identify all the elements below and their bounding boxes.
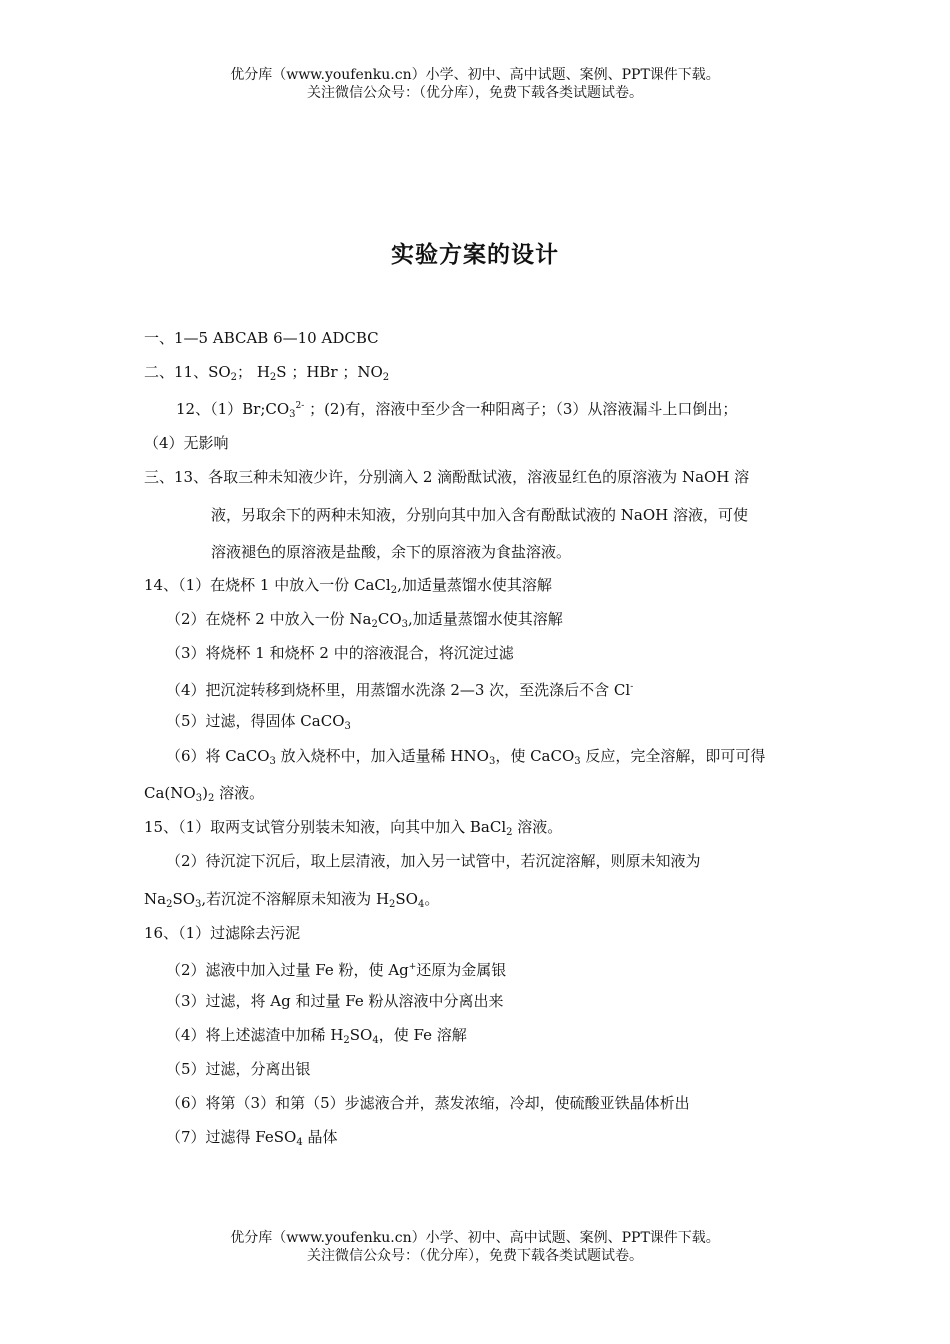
answer-q16-step-5: （5）过滤，分离出银 bbox=[166, 1060, 311, 1078]
page-footer-line-2: 关注微信公众号：（优分库），免费下载各类试题试卷。 bbox=[307, 1248, 643, 1264]
answer-q16-step-6: （6）将第（3）和第（5）步滤液合并，蒸发浓缩，冷却，使硫酸亚铁晶体析出 bbox=[166, 1094, 690, 1112]
answer-q16-step-1: 16、（1）过滤除去污泥 bbox=[144, 924, 301, 942]
answer-q14-step-6-cont: $Ca(NO_3)_2$ 溶液。 bbox=[144, 784, 265, 804]
page-header-line-1: 优分库（www.youfenku.cn）小学、初中、高中试题、案例、PPT课件下载。 bbox=[230, 67, 720, 83]
answer-q14-step-2: （2）在烧杯 2 中放入一份 $Na_2CO_3$,加适量蒸馏水使其溶解 bbox=[166, 610, 563, 630]
answer-q15-step-2-cont: $Na_2SO_3$,若沉淀不溶解原未知液为 $H_2SO_4$。 bbox=[144, 890, 440, 910]
answer-q14-step-3: （3）将烧杯 1 和烧杯 2 中的溶液混合，将沉淀过滤 bbox=[166, 644, 514, 662]
answer-q16-step-3: （3）过滤，将 Ag 和过量 Fe 粉从溶液中分离出来 bbox=[166, 992, 504, 1010]
page-footer-line-1: 优分库（www.youfenku.cn）小学、初中、高中试题、案例、PPT课件下载。 bbox=[230, 1230, 720, 1246]
page-title: 实验方案的设计 bbox=[391, 242, 559, 268]
page-header-line-2: 关注微信公众号：（优分库），免费下载各类试题试卷。 bbox=[307, 85, 643, 101]
answer-q14-step-6: （6）将 CaCO$_3$ 放入烧杯中，加入适量稀 $HNO_3$，使 CaCO$_3$ 反应，完全溶解，即可可得 bbox=[166, 747, 766, 767]
answer-q12-cont: （4）无影响 bbox=[144, 434, 229, 452]
answer-q13-line-1: 三、13、各取三种未知液少许，分别滴入 2 滴酚酞试液，溶液显红色的原溶液为 NaOH 溶 bbox=[144, 468, 750, 486]
answer-q16-step-7: （7）过滤得 FeSO$_4$ 晶体 bbox=[166, 1128, 338, 1148]
answer-q12: 12、$(1)Br;CO_3^{2-}$ ；(2)有，溶液中至少含一种阳离子；（3）从溶液漏斗上口倒出； bbox=[176, 400, 738, 420]
answer-q15-step-1: 15、（1）取两支试管分别装未知液，向其中加入 BaCl$_2$ 溶液。 bbox=[144, 818, 563, 838]
answer-q14-step-5: （5）过滤，得固体 CaCO$_3$ bbox=[166, 712, 351, 732]
answer-q14-step-4: （4）把沉淀转移到烧杯里，用蒸馏水洗涤 2—3 次，至洗涤后不含 Cl- bbox=[166, 681, 634, 699]
answer-q15-step-2: （2）待沉淀下沉后，取上层清液，加入另一试管中，若沉淀溶解，则原未知液为 bbox=[166, 852, 701, 870]
answer-q13-line-2: 液，另取余下的两种未知液，分别向其中加入含有酚酞试液的 NaOH 溶液，可使 bbox=[211, 506, 748, 524]
answer-q11: 二、11、$SO_2$； $H_2S$ ；HBr ；$NO_2$ bbox=[144, 363, 390, 383]
answer-q14-step-1: 14、（1）在烧杯 1 中放入一份 CaCl$_2$,加适量蒸馏水使其溶解 bbox=[144, 576, 552, 596]
answer-q13-line-3: 溶液褪色的原溶液是盐酸，余下的原溶液为食盐溶液。 bbox=[211, 543, 572, 561]
answer-q16-step-2: （2）滤液中加入过量 Fe 粉，使 Ag+还原为金属银 bbox=[166, 961, 507, 979]
answer-q16-step-4: （4）将上述滤渣中加稀 $H_2SO_4$，使 Fe 溶解 bbox=[166, 1026, 467, 1046]
answer-part1: 一、1—5 ABCAB 6—10 ADCBC bbox=[144, 329, 379, 347]
